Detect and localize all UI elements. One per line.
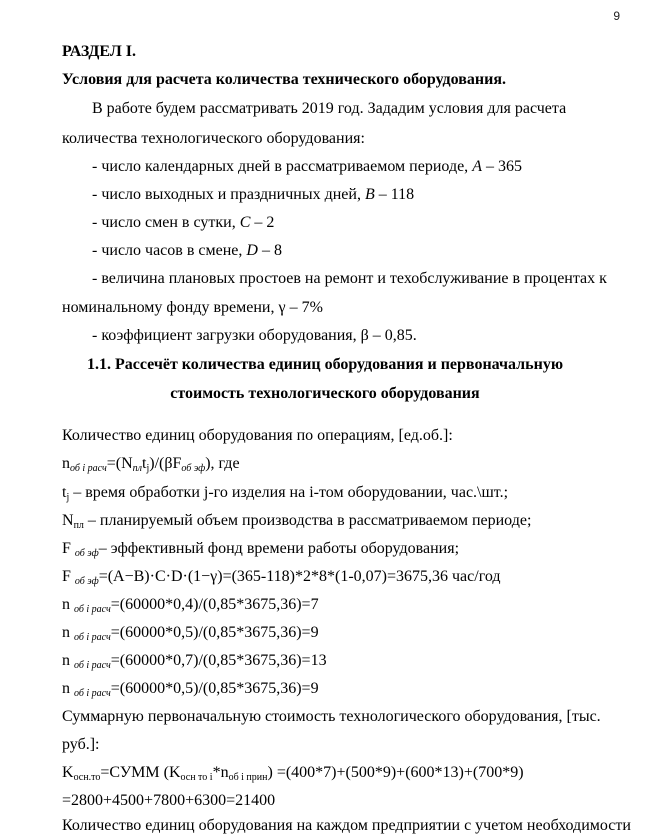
definition-f: F $_{об эф}$– эффективный фонд времени работы оборудования; <box>62 540 460 559</box>
subtitle-heading: Условия для расчета количества технического оборудования. <box>62 71 506 88</box>
condition-shifts: - число смен в сутки, С – 2 <box>92 214 275 231</box>
calc-f: F $_{об эф}$=(A−B)·C·D·(1−γ)=(365-118)*2*8*(1-0,07)=3675,36 час/год <box>62 568 501 587</box>
definition-n: $N_{пл}$ – планируемый объем производства в рассматриваемом периоде; <box>62 512 532 531</box>
sum-intro-1: Суммарную первоначальную стоимость технологического оборудования, [тыс. <box>62 708 601 725</box>
condition-downtime-1: - величина плановых простоев на ремонт и техобслуживание в процентах к <box>92 270 607 287</box>
intro-line-2: количества технологического оборудования: <box>62 130 365 147</box>
page-number: 9 <box>613 9 620 23</box>
calc-n-1: n $_{об i расч}$=(60000*0,4)/(0,85*3675,36)=7 <box>62 596 319 615</box>
condition-holidays: - число выходных и праздничных дней, В – 118 <box>92 186 415 203</box>
condition-downtime-2: номинальному фонду времени, γ – 7% <box>62 299 323 316</box>
section-1-1-heading-2: стоимость технологического оборудования <box>170 385 480 402</box>
section-heading: РАЗДЕЛ I. <box>62 43 136 60</box>
calc-n-3: n $_{об i расч}$=(60000*0,7)/(0,85*3675,36)=13 <box>62 652 327 671</box>
condition-days: - число календарных дней в рассматриваемом периоде, А – 365 <box>92 158 522 175</box>
calc-n-4: n $_{об i расч}$=(60000*0,5)/(0,85*3675,36)=9 <box>62 680 319 699</box>
intro-line-1: В работе будем рассматривать 2019 год. Зададим условия для расчета <box>92 100 567 117</box>
sum-formula: $K_{осн.то}=СУММ$ $(K_{осн то i}*n_{об i прин}) =(400*7)+(500*9)+(600*13)+(700*9)$ <box>62 764 524 783</box>
section-1-1-heading-1: 1.1. Рассечёт количества единиц оборудования и первоначальную <box>86 356 564 373</box>
sum-result: =2800+4500+7800+6300=21400 <box>62 792 276 809</box>
sum-intro-2: руб.]: <box>62 736 100 753</box>
condition-load: - коэффициент загрузки оборудования, β – 0,85. <box>92 327 417 344</box>
definition-t: $t_j$ – время обработки j-го изделия на i-том оборудовании, час.\шт.; <box>62 484 509 503</box>
cut-off-line: Количество единиц оборудования на каждом предприятии с учетом необходимости <box>62 817 631 834</box>
condition-hours: - число часов в смене, D – 8 <box>92 242 282 259</box>
qty-intro: Количество единиц оборудования по операциям, [ед.об.]: <box>62 427 453 444</box>
calc-n-2: n $_{об i расч}$=(60000*0,5)/(0,85*3675,36)=9 <box>62 624 319 643</box>
formula-n: $n_{об i расч}=(N_{пл}t_j)/(\beta F_{об эф})$, где <box>62 455 240 474</box>
